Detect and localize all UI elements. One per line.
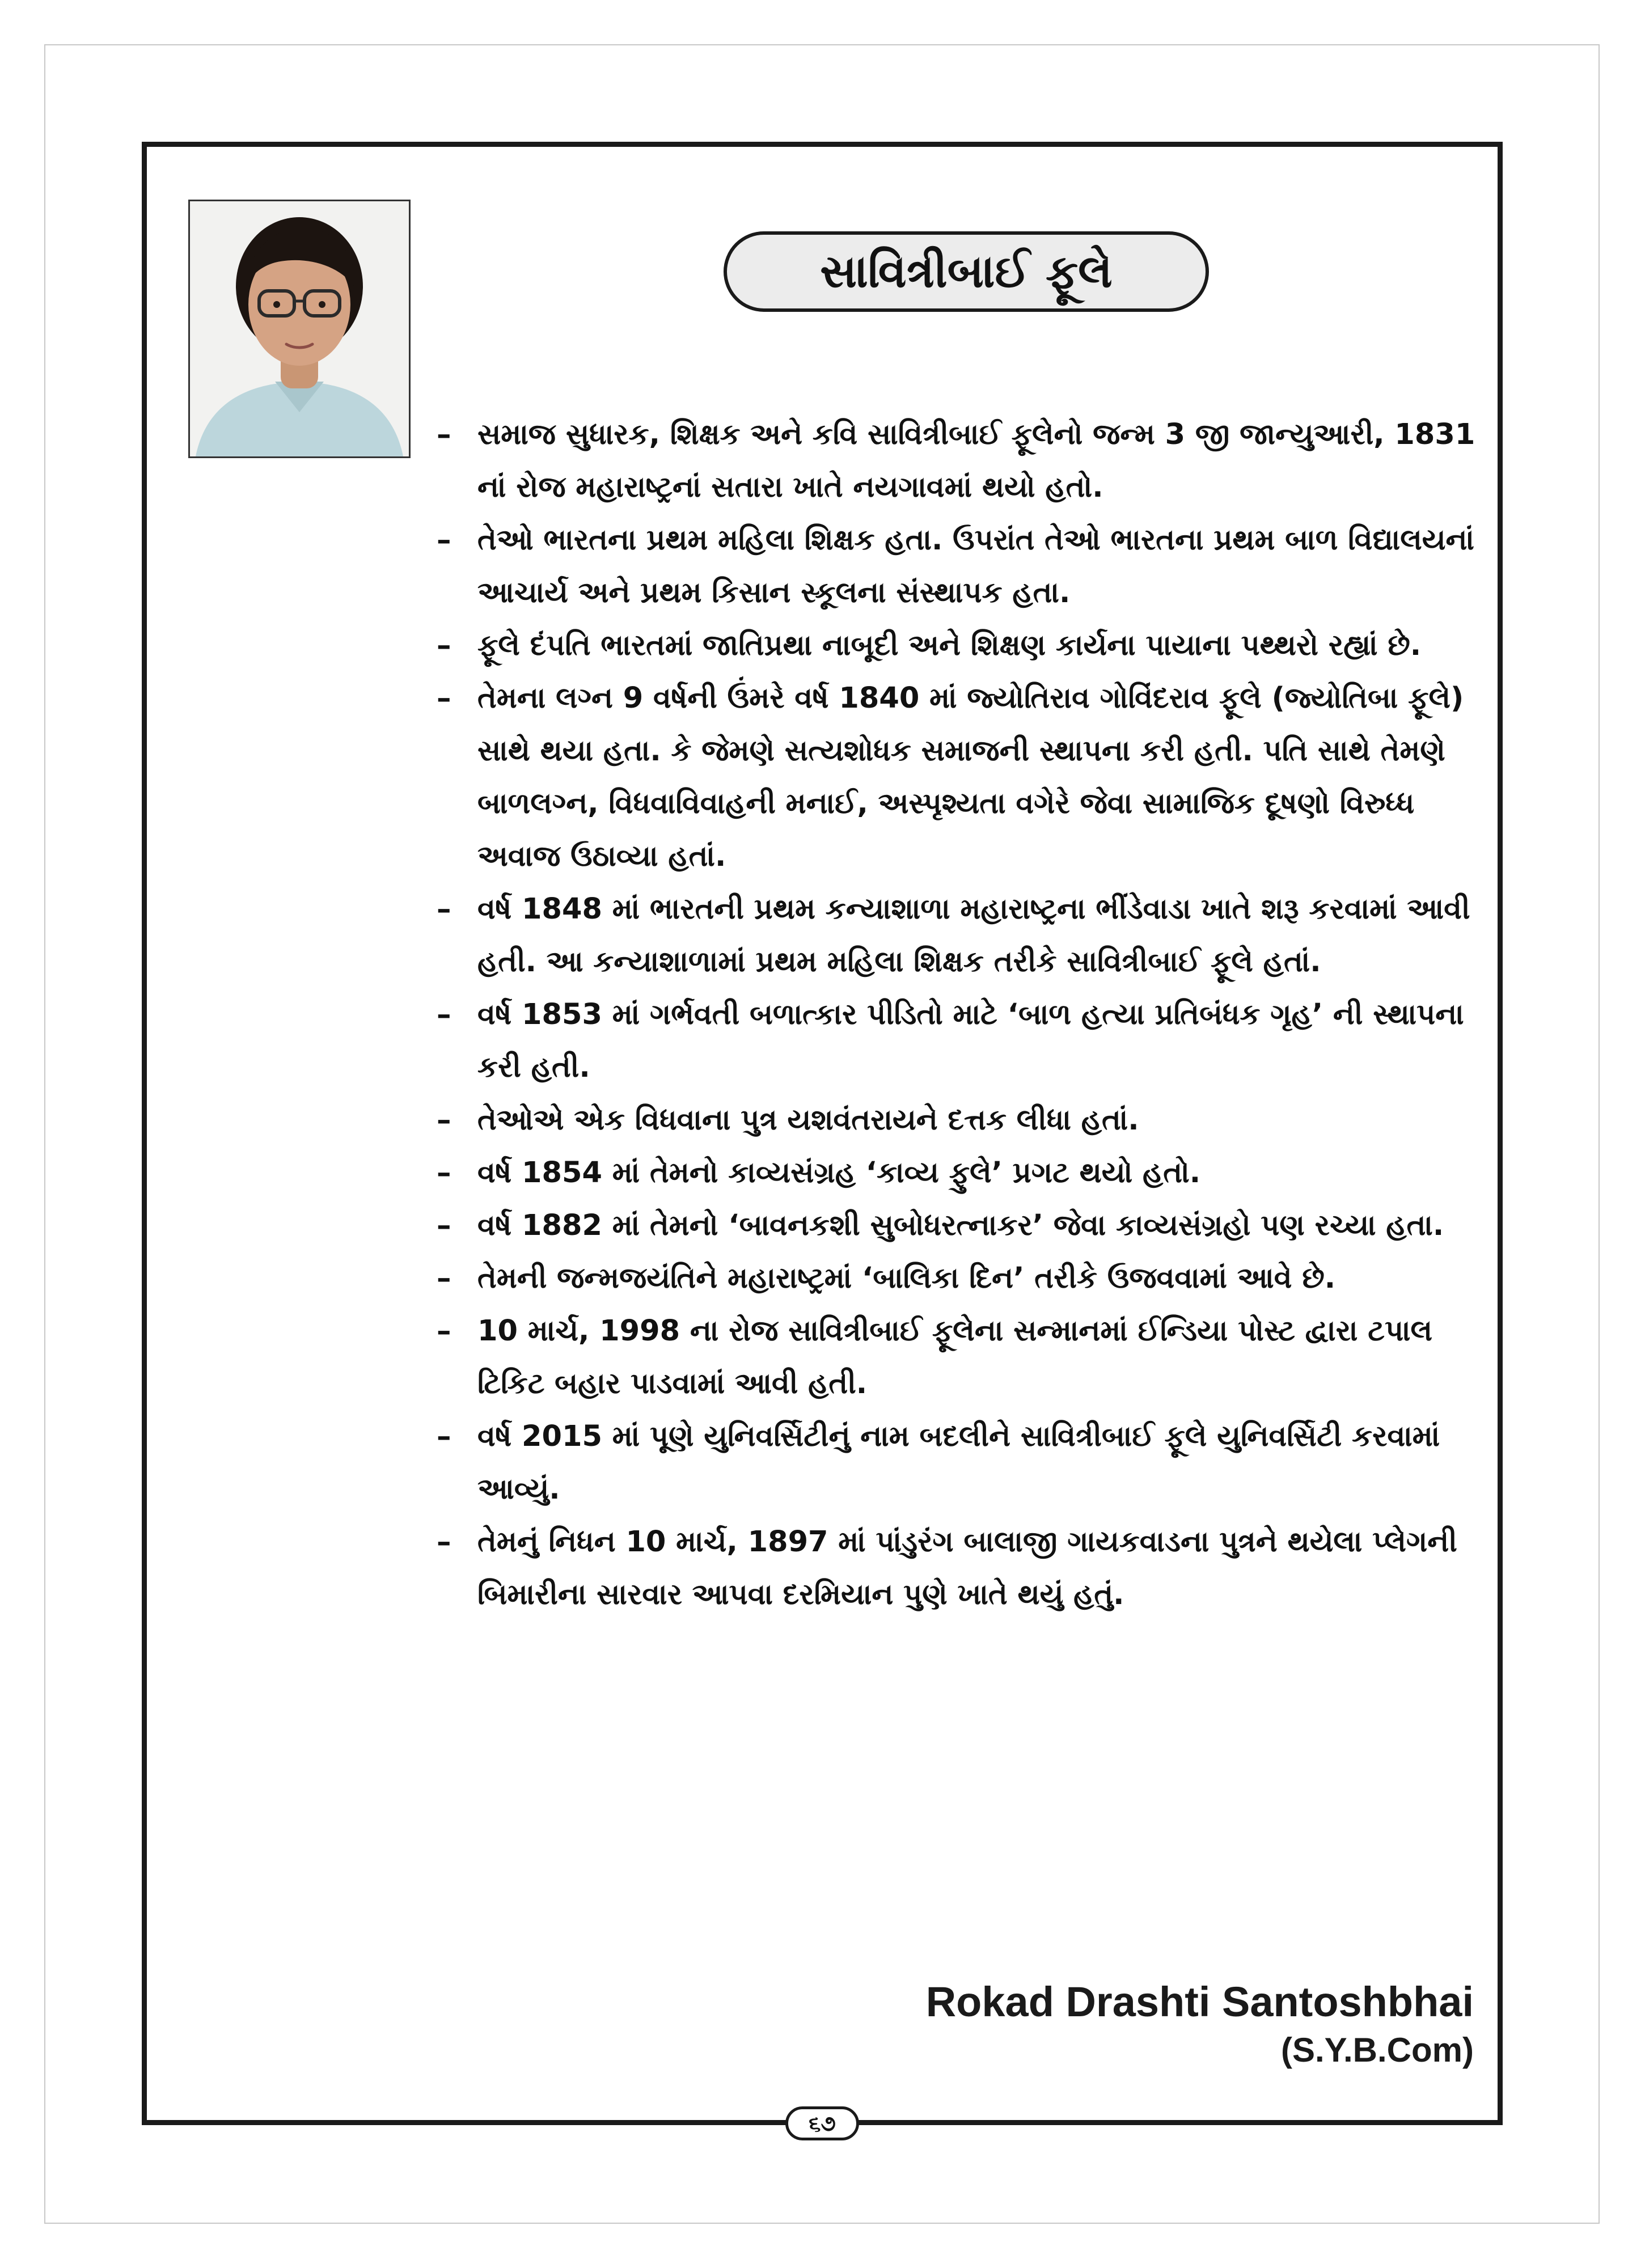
bullet-dash: –: [437, 418, 451, 451]
list-item: [437, 1252, 1503, 1305]
list-item: [437, 672, 1503, 883]
list-item-text: તેમની જન્મજયંતિને મહારાષ્ટ્રમાં ‘બાલિકા દિન’ તરીકે ઉજવવામાં આવે છે.: [477, 1262, 1336, 1295]
list-item-text: તેમના લગ્ન 9 વર્ષની ઉંમરે વર્ષ 1840 માં જ્યોતિરાવ ગોવિંદરાવ ફૂલે (જ્યોતિબા ફૂલે) સાથે થયા હતા. કે જેમણે સત્યશોધક સમાજની સ્થાપના કરી હતી. પતિ સાથે તેમણે બાળલગ્ન, વિધવાવિવાહની મનાઈ, અસ્પૃશ્યતા વગેરે જેવા સામાજિક દૂષણો વિરુધ્ધ અવાજ ઉઠાવ્યા હતાં.: [477, 682, 1464, 873]
list-item-text: 10 માર્ચ, 1998 ના રોજ સાવિત્રીબાઈ ફૂલેના સન્માનમાં ઈન્ડિયા પોસ્ટ દ્વારા ટપાલ ટિકિટ બહાર પાડવામાં આવી હતી.: [477, 1314, 1433, 1400]
author-name: Rokad Drashti Santoshbhai: [925, 1978, 1474, 2025]
list-item-text: વર્ષ 2015 માં પૂણે યુનિવર્સિટીનું નામ બદલીને સાવિત્રીબાઈ ફૂલે યુનિવર્સિટી કરવામાં આવ્યું.: [477, 1420, 1440, 1506]
list-item-text: વર્ષ 1853 માં ગર્ભવતી બળાત્કાર પીડિતો માટે ‘બાળ હત્યા પ્રતિબંધક ગૃહ’ ની સ્થાપના કરી હતી.: [477, 998, 1464, 1084]
bullet-dash: –: [437, 1525, 451, 1559]
list-item: [437, 514, 1503, 619]
list-item: [437, 883, 1503, 988]
bullet-dash: –: [437, 523, 451, 557]
page-number: ૬૭: [809, 2110, 836, 2136]
bullet-dash: –: [437, 998, 451, 1031]
bullet-dash: –: [437, 1262, 451, 1295]
bullet-dash: –: [437, 682, 451, 715]
bullet-list: [437, 408, 1503, 1621]
list-item-text: વર્ષ 1854 માં તેમનો કાવ્યસંગ્રહ ‘કાવ્ય ફુલે’ પ્રગટ થયો હતો.: [477, 1156, 1201, 1190]
bullet-dash: –: [437, 1209, 451, 1242]
bullet-dash: –: [437, 629, 451, 662]
bullet-dash: –: [437, 1103, 451, 1137]
list-item: [437, 1094, 1503, 1146]
list-item: [437, 408, 1503, 514]
list-item: [437, 1305, 1503, 1410]
author-photo: [188, 200, 411, 458]
page-number-badge: [785, 2106, 859, 2140]
bullet-dash: –: [437, 892, 451, 926]
list-item-text: વર્ષ 1848 માં ભારતની પ્રથમ કન્યાશાળા મહારાષ્ટ્રના ભીંડેવાડા ખાતે શરૂ કરવામાં આવી હતી. આ કન્યાશાળામાં પ્રથમ મહિલા શિક્ષક તરીકે સાવિત્રીબાઈ ફૂલે હતાં.: [477, 892, 1470, 979]
bullet-dash: –: [437, 1314, 451, 1348]
list-item-text: સમાજ સુધારક, શિક્ષક અને કવિ સાવિત્રીબાઈ ફૂલેનો જન્મ 3 જી જાન્યુઆરી, 1831 નાં રોજ મહારાષ્ટ્રનાં સતારા ખાતે નયગાવમાં થયો હતો.: [477, 418, 1475, 504]
list-item-text: તેઓ ભારતના પ્રથમ મહિલા શિક્ષક હતા. ઉપરાંત તેઓ ભારતના પ્રથમ બાળ વિદ્યાલયનાં આચાર્ય અને પ્રથમ કિસાન સ્કૂલના સંસ્થાપક હતા.: [477, 523, 1475, 610]
list-item-text: તેઓએ એક વિધવાના પુત્ર યશવંતરાયને દત્તક લીધા હતાં.: [477, 1103, 1139, 1137]
author-block: [926, 1977, 1474, 2073]
list-item: [437, 1410, 1503, 1516]
bullet-dash: –: [437, 1420, 451, 1453]
list-item: [437, 1146, 1503, 1199]
list-item: [437, 619, 1503, 672]
list-item: [437, 988, 1503, 1094]
title-banner: [724, 231, 1209, 312]
list-item-text: તેમનું નિધન 10 માર્ચ, 1897 માં પાંડુરંગ બાલાજી ગાયકવાડના પુત્રને થયેલા પ્લેગની બિમારીના સારવાર આપવા દરમિયાન પુણે ખાતે થયું હતું.: [477, 1525, 1457, 1611]
author-class: (S.Y.B.Com): [1280, 2031, 1474, 2069]
list-item: [437, 1199, 1503, 1252]
list-item-text: વર્ષ 1882 માં તેમનો ‘બાવનકશી સુબોધરત્નાકર’ જેવા કાવ્યસંગ્રહો પણ રચ્યા હતા.: [477, 1209, 1444, 1242]
list-item-text: ફૂલે દંપતિ ભારતમાં જાતિપ્રથા નાબૂદી અને શિક્ષણ કાર્યના પાયાના પથ્થરો રહ્યાં છે.: [477, 629, 1422, 662]
list-item: [437, 1516, 1503, 1621]
bullet-dash: –: [437, 1156, 451, 1190]
page-title: સાવિત્રીબાઈ ફૂલે: [820, 245, 1113, 298]
